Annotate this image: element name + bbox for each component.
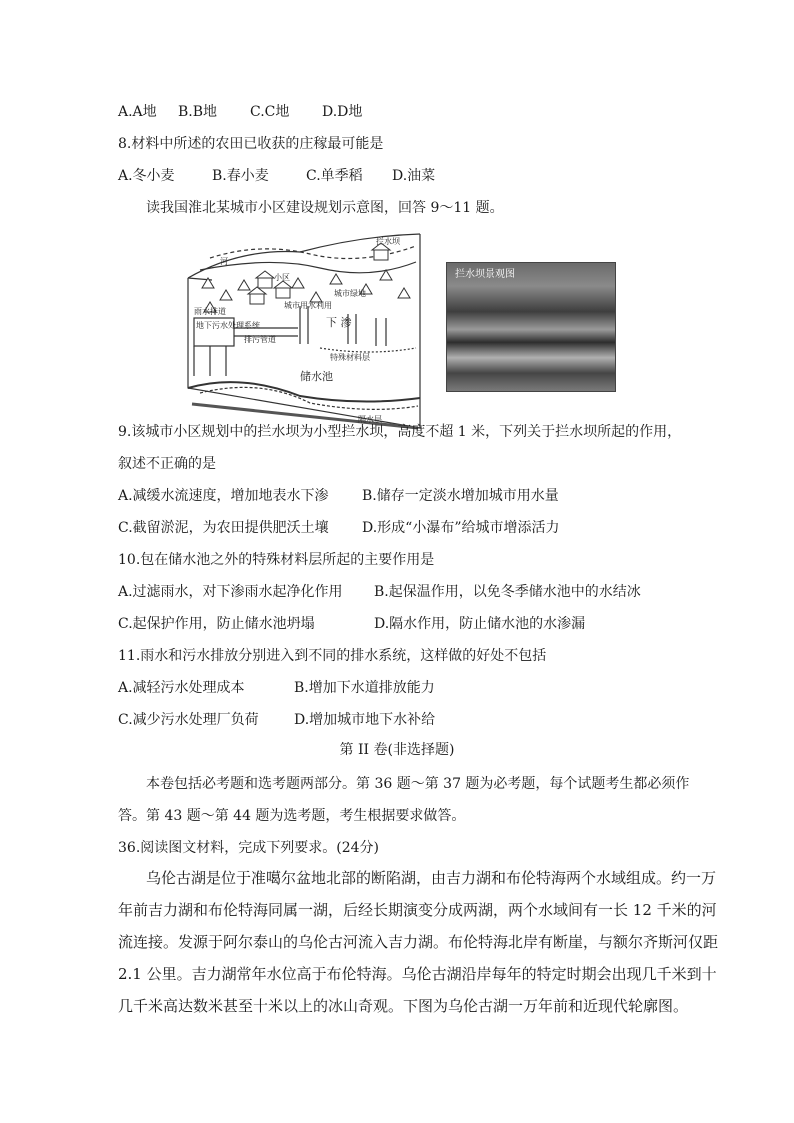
q9-options-row1 <box>118 486 559 506</box>
label-aquifer: 隔水层 <box>358 415 382 424</box>
option: B.储存一定淡水增加城市用水量 <box>362 488 559 504</box>
label-city-water: 城市用水利用 <box>284 301 332 310</box>
q11-options-row1 <box>118 678 435 698</box>
label-sewage-pipe: 排污管道 <box>244 335 276 344</box>
label-river: 河 <box>220 257 228 266</box>
option: D.增加城市地下水补给 <box>294 712 436 728</box>
q10-question: 10.包在储水池之外的特殊材料层所起的主要作用是 <box>118 552 435 568</box>
section2-intro-line2: 答。第 43 题～第 44 题为选考题，考生根据要求做答。 <box>118 808 466 824</box>
q11-question: 11.雨水和污水排放分别进入到不同的排水系统，这样做的好处不包括 <box>118 648 547 664</box>
intro-9-11: 读我国淮北某城市小区建设规划示意图，回答 9～11 题。 <box>146 200 504 216</box>
photo-label: 拦水坝景观图 <box>455 269 515 280</box>
section2-title: 第 II 卷(非选择题) <box>339 742 455 758</box>
q36-para-line: 几千米高达数米甚至十米以上的冰山奇观。下图为乌伦古湖一万年前和近现代轮廓图。 <box>118 997 689 1015</box>
q7-options <box>118 102 362 122</box>
q9-question-line2: 叙述不正确的是 <box>118 456 216 472</box>
q8-question: 8.材料中所述的农田已收获的庄稼最可能是 <box>118 136 384 152</box>
option: B.起保温作用，以免冬季储水池中的水结冰 <box>374 584 641 600</box>
q10-options-row2 <box>118 614 585 634</box>
label-reservoir: 储水池 <box>300 370 333 383</box>
option: A.过滤雨水，对下渗雨水起净化作用 <box>118 584 343 600</box>
option: A.减轻污水处理成本 <box>118 680 245 696</box>
option: A.A地 <box>118 104 157 120</box>
label-dam: 拦水坝 <box>376 237 400 246</box>
q36-question: 36.阅读图文材料，完成下列要求。(24分) <box>118 840 380 856</box>
q36-para-line: 年前吉力湖和布伦特海同属一湖，后经长期演变分成两湖，两个水域间有一长 12 千米的河 <box>118 901 717 919</box>
label-urban-green: 城市绿地 <box>334 289 366 298</box>
label-rain-drain: 雨水排道 <box>194 307 226 316</box>
dam-photo <box>446 262 616 392</box>
option: B.春小麦 <box>212 168 269 184</box>
q11-options-row2 <box>118 710 435 730</box>
section2-intro-line1: 本卷包括必考题和选考题两部分。第 36 题～第 37 题为必考题，每个试题考生都必须作 <box>146 776 690 792</box>
label-sewage-system: 地下污水处理系统 <box>196 321 260 330</box>
label-community: 小区 <box>274 273 290 282</box>
option: C.C地 <box>250 104 290 120</box>
label-infiltration: 下 渗 <box>326 316 352 329</box>
option: D.形成“小瀑布”给城市增添活力 <box>362 520 560 536</box>
label-special-layer: 特殊材料层 <box>330 353 370 362</box>
option: C.起保护作用，防止储水池坍塌 <box>118 616 315 632</box>
option: A.冬小麦 <box>118 168 175 184</box>
option: D.油菜 <box>392 168 436 184</box>
q9-question-line1: 9.该城市小区规划中的拦水坝为小型拦水坝，高度不超 1 米，下列关于拦水坝所起的作用， <box>118 424 682 440</box>
q9-options-row2 <box>118 518 560 538</box>
option: C.截留淤泥，为农田提供肥沃土壤 <box>118 520 329 536</box>
option: C.减少污水处理厂负荷 <box>118 712 259 728</box>
option: A.减缓水流速度，增加地表水下渗 <box>118 488 329 504</box>
q8-options <box>118 166 435 186</box>
option: B.B地 <box>178 104 218 120</box>
option: D.D地 <box>322 104 363 120</box>
option: B.增加下水道排放能力 <box>294 680 435 696</box>
q36-para-line: 2.1 公里。吉力湖常年水位高于布伦特海。乌伦古湖沿岸每年的特定时期会出现几千米到十 <box>118 965 717 983</box>
option: D.隔水作用，防止储水池的水渗漏 <box>374 616 586 632</box>
q36-para-line: 流连接。发源于阿尔泰山的乌伦古河流入吉力湖。布伦特海北岸有断崖，与额尔齐斯河仅距 <box>118 933 719 951</box>
q36-para-line: 乌伦古湖是位于准噶尔盆地北部的断陷湖，由吉力湖和布伦特海两个水域组成。约一万 <box>146 869 717 887</box>
option: C.单季稻 <box>306 168 363 184</box>
q10-options-row1 <box>118 582 641 602</box>
